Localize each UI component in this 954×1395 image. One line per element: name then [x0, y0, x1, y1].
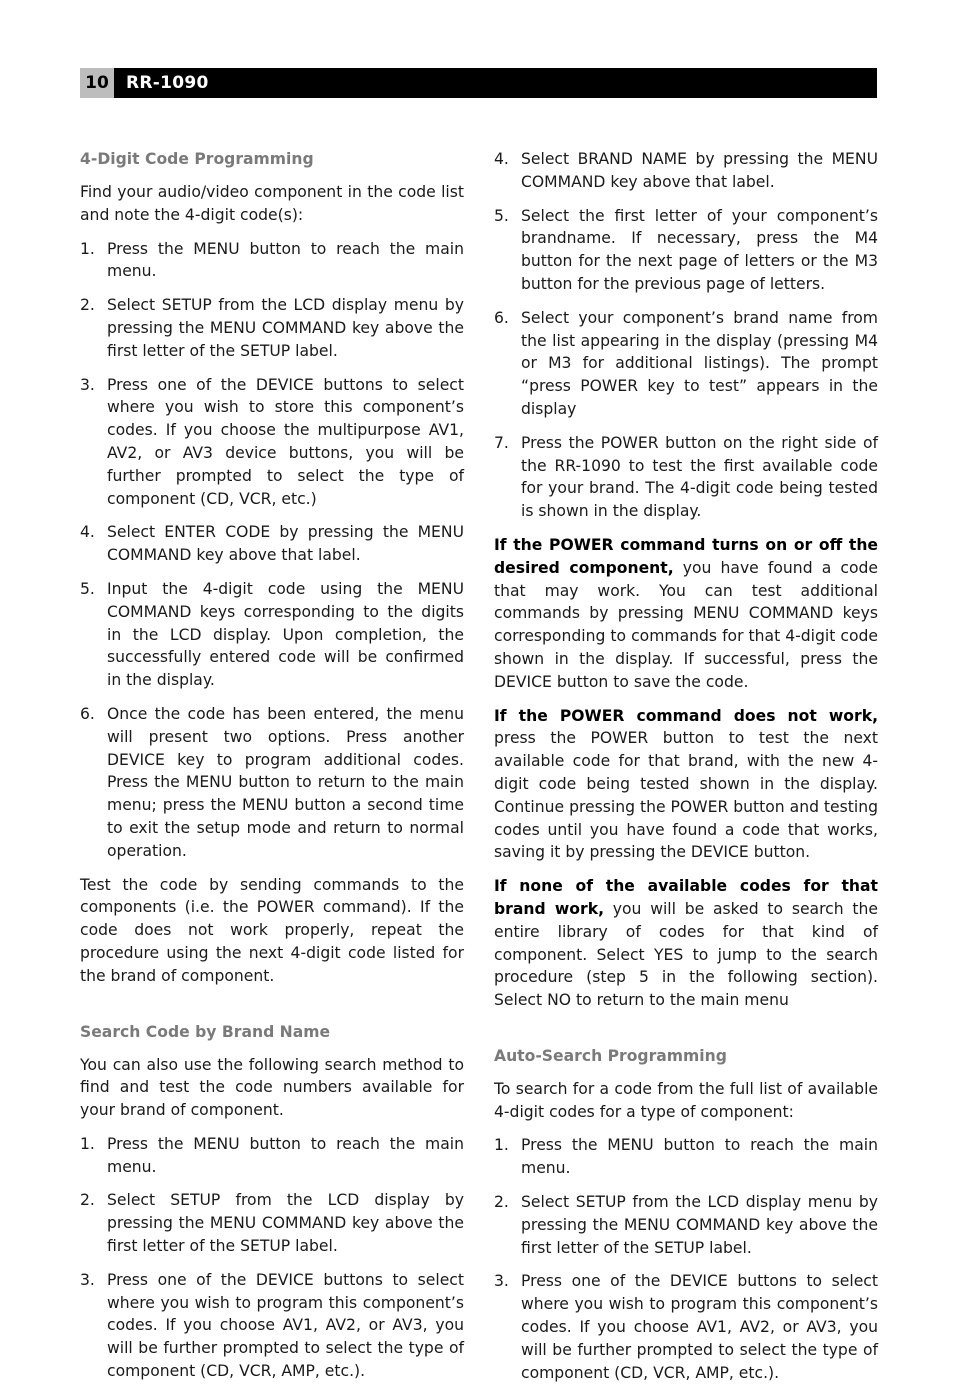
step-text: Press the POWER button on the right side of the RR-1090 to test the first available code for your brand. The 4-digit code being tested is shown in the display.	[521, 433, 878, 521]
list-item	[494, 205, 878, 296]
list-item	[80, 703, 464, 863]
list-item	[80, 521, 464, 567]
step-number: 1.	[494, 1136, 509, 1155]
paragraph-power-fails	[494, 705, 878, 865]
step-number: 3.	[80, 375, 95, 394]
section-title-4digit: 4-Digit Code Programming	[80, 150, 314, 168]
section-intro: Find your audio/video component in the code list and note the 4-digit code(s):	[80, 183, 464, 224]
step-number: 6.	[80, 704, 95, 723]
step-text: Press one of the DEVICE buttons to select where you wish to program this component’s codes. If you choose AV1, AV2, or AV3, you will be further prompted to select the type of component (CD, VCR, AMP, etc.).	[107, 1270, 464, 1381]
right-column	[494, 148, 878, 1395]
list-item	[80, 1133, 464, 1179]
page-header	[80, 68, 877, 98]
paragraph-lead: If the POWER command turns on or off the desired component,	[494, 535, 878, 577]
step-number: 1.	[80, 1134, 95, 1153]
step-number: 2.	[494, 1193, 509, 1212]
step-list	[80, 1133, 464, 1383]
step-text: Select SETUP from the LCD display menu by pressing the MENU COMMAND key above the first letter of the SETUP label.	[521, 1193, 878, 1257]
list-item	[80, 238, 464, 284]
paragraph-lead: If the POWER command does not work,	[494, 706, 878, 725]
step-text: Press the MENU button to reach the main menu.	[107, 1134, 464, 1176]
section-title-auto-search: Auto-Search Programming	[494, 1046, 727, 1065]
step-number: 3.	[80, 1270, 95, 1289]
list-item	[494, 1270, 878, 1384]
step-number: 5.	[494, 206, 509, 225]
step-number: 3.	[494, 1272, 509, 1291]
section-title-brand-search: Search Code by Brand Name	[80, 1022, 331, 1041]
step-text: Select the first letter of your component’s brandname. If necessary, press the M4 button for the next page of letters or the M3 button for the previous page of letters.	[521, 206, 878, 293]
step-text: Select your component’s brand name from the list appearing in the display (pressing M4 or M3 for additional listings). The prompt “press POWER key to test” appears in the display	[521, 308, 878, 418]
step-text: Select ENTER CODE by pressing the MENU COMMAND key above that label.	[107, 523, 464, 565]
step-text: Press one of the DEVICE buttons to select where you wish to program this component’s codes. If you choose AV1, AV2, or AV3, you will be further prompted to select the type of component (CD, VCR, AMP, etc.).	[521, 1272, 878, 1382]
page-number: 10	[80, 68, 114, 98]
step-text: Select BRAND NAME by pressing the MENU COMMAND key above that label.	[521, 150, 878, 191]
section-gap	[494, 1023, 878, 1045]
step-number: 7.	[494, 433, 509, 452]
paragraph-body: you have found a code that may work. You can test additional commands by pressing MENU COMMAND keys corresponding to commands for that 4-digit code shown in the display. If successful, press the DEVICE button to save the code.	[494, 558, 878, 691]
section-gap	[80, 999, 464, 1021]
step-number: 2.	[80, 296, 95, 315]
step-number: 5.	[80, 579, 95, 598]
step-text: Once the code has been entered, the menu will present two options. Press another DEVICE key to program additional codes. Press the MENU button to return to the main menu; press the MENU button a second time to exit the setup mode and return to normal operation.	[107, 704, 464, 860]
paragraph-power-works	[494, 534, 878, 694]
paragraph-lead: If none of the available codes for that brand work,	[494, 877, 878, 918]
step-text: Select SETUP from the LCD display by pressing the MENU COMMAND key above the first letter of the SETUP label.	[107, 1191, 464, 1256]
step-number: 2.	[80, 1191, 95, 1210]
left-column	[80, 148, 464, 1394]
step-text: Select SETUP from the LCD display menu by pressing the MENU COMMAND key above the first letter of the SETUP label.	[107, 296, 464, 360]
step-text: Input the 4-digit code using the MENU COMMAND keys corresponding to the digits in the LCD display. Upon completion, the successfully entered code will be confirmed in the display.	[107, 579, 464, 690]
step-text: Press the MENU button to reach the main menu.	[521, 1136, 878, 1178]
step-list	[494, 148, 878, 523]
list-item	[80, 1189, 464, 1257]
list-item	[80, 374, 464, 511]
list-item	[80, 294, 464, 362]
paragraph-body: you will be asked to search the entire library of codes for that kind of component. Select YES to jump to the search procedure (step 5 in the following section). Select NO to return to the main menu	[494, 899, 878, 1010]
section-intro: To search for a code from the full list of available 4-digit codes for a type of component:	[494, 1079, 878, 1121]
step-text: Press one of the DEVICE buttons to select where you wish to store this component’s codes. If you choose the multipurpose AV1, AV2, or AV3 device buttons, you will be further prompted to select the type of component (CD, VCR, etc.)	[107, 375, 464, 508]
list-item	[494, 1191, 878, 1259]
list-item	[494, 148, 878, 194]
step-number: 4.	[80, 523, 95, 542]
section-intro: You can also use the following search method to find and test the code numbers available for your brand of component.	[80, 1055, 464, 1120]
list-item	[494, 432, 878, 523]
list-item	[494, 1134, 878, 1180]
section-outro: Test the code by sending commands to the components (i.e. the POWER command). If the code does not work properly, repeat the procedure using the next 4-digit code listed for the brand of component.	[80, 875, 464, 985]
step-text: Press the MENU button to reach the main menu.	[107, 239, 464, 281]
paragraph-no-codes	[494, 875, 878, 1012]
paragraph-body: press the POWER button to test the next available code for that brand, with the new 4-digit code being tested shown in the display. Continue pressing the POWER button and testing codes until you have found a code that works, saving it by pressing the DEVICE button.	[494, 729, 878, 862]
model-name: RR-1090	[126, 73, 209, 93]
step-number: 1.	[80, 239, 95, 258]
list-item	[494, 307, 878, 421]
list-item	[80, 1269, 464, 1383]
step-number: 6.	[494, 308, 509, 327]
step-number: 4.	[494, 150, 509, 168]
list-item	[80, 578, 464, 692]
step-list	[494, 1134, 878, 1384]
step-list	[80, 238, 464, 863]
